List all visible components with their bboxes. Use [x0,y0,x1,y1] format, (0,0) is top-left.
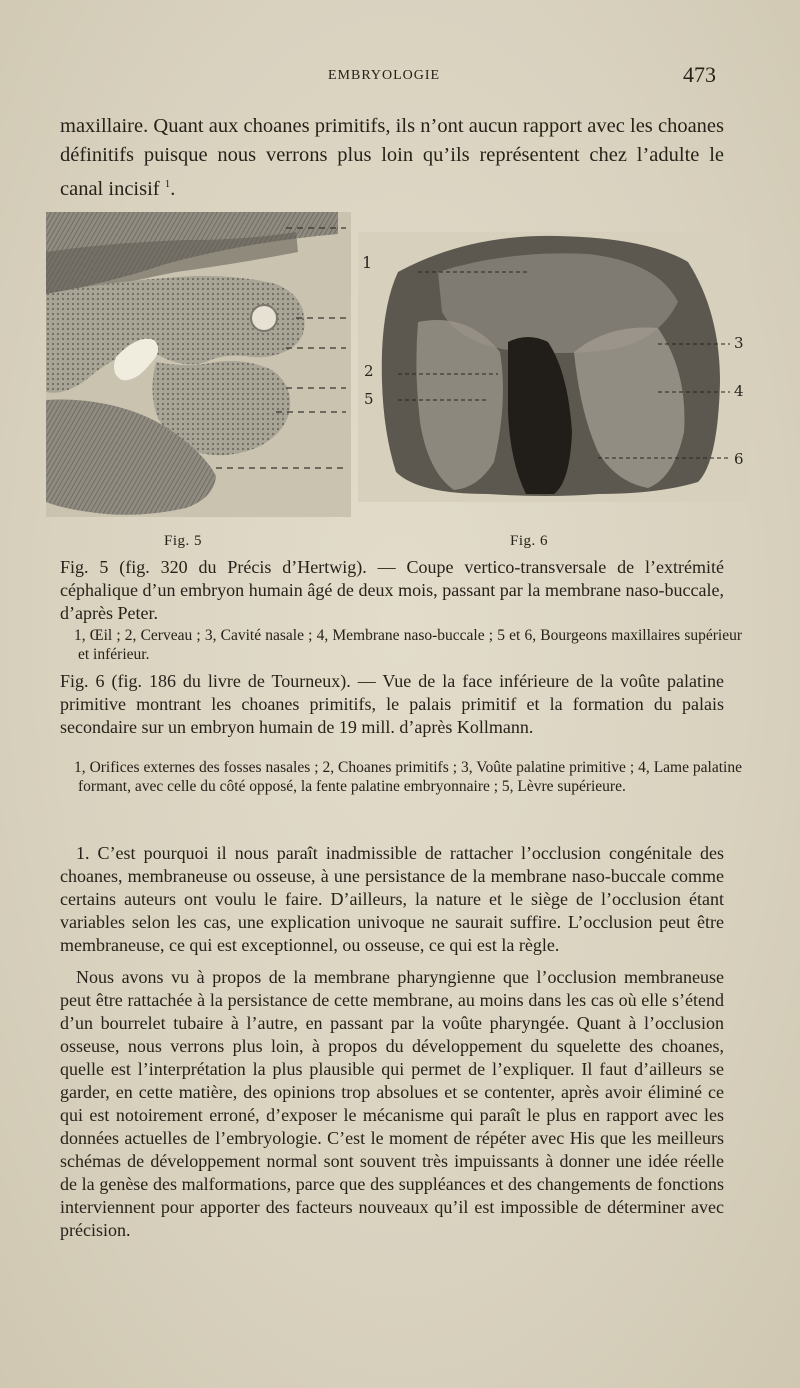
figure-6-illustration [358,232,750,502]
figure-5-illustration [46,212,351,517]
fig6-callout-1: 1 [362,253,373,272]
figure-5-legend: 1, Œil ; 2, Cerveau ; 3, Cavité nasale ; 4, Membrane naso-buccale ; 5 et 6, Bourgeons maxillaires supérieur et inférieur. [74,627,742,663]
figure-6-caption: Fig. 6 (fig. 186 du livre de Tourneux). — Vue de la face inférieure de la voûte palatine primitive montrant les choanes primitifs, le palais primitif et la formation du palais secondaire sur un embryon humain de 19 mill. d’après Kollmann. [60,671,724,737]
page-number: 473 [683,62,716,87]
fig6-callout-6: 6 [734,450,744,468]
running-head [0,62,800,90]
body-paragraph-text: maxillaire. Quant aux choanes primitifs, ils n’ont aucun rapport avec les choanes définitifs puisque nous verrons plus loin qu’ils représentent chez l’adulte le canal incisif [60,115,724,200]
figure-5-label: Fig. 5 [164,533,203,549]
footnote-paragraph-2: Nous avons vu à propos de la membrane pharyngienne que l’occlusion membraneuse peut être rattachée à la persistance de cette membrane, au moins dans les cas où elle s’étend d’un bourrelet tubaire à l’autre, en passant par la voûte pharyngée. Quant à l’occlusion osseuse, nous verrons plus loin, à propos du développement du squelette des choanes, quelle est l’interprétation la plus plausible qui permet de l’expliquer. Il faut d’ailleurs se garder, en cette matière, des opinions trop absolues et se contenter, après avoir éliminé ce qui est notoirement erroné, d’exposer le mécanisme qui paraît le plus en rapport avec les données actuelles de l’embryologie. C’est le moment de répéter avec His que les meilleurs schémas de développement normal sont souvent très impuissants à donner une idée réelle de la genèse des malformations, parce que des suppléances et des changements de fonctions interviennent pour apporter des facteurs nouveaux qu’il est impossible de déterminer avec précision. [60,967,724,1240]
body-paragraph-end: . [170,177,176,200]
fig6-callout-4: 4 [734,382,744,400]
body-paragraph [60,112,724,204]
footnote-paragraph-1: 1. C’est pourquoi il nous paraît inadmissible de rattacher l’occlusion congénitale des choanes, membraneuse ou osseuse, à une persistance de la membrane naso-buccale comme certains auteurs ont voulu le faire. D’ailleurs, la nature et le siège de l’occlusion étant variables selon les cas, une explication univoque ne saurait suffire. L’occlusion peut être membraneuse, ce qui est exceptionnel, ou osseuse, ce qui est la règle. [60,843,724,955]
fig6-callout-5: 5 [364,390,374,408]
figure-6-legend: 1, Orifices externes des fosses nasales ; 2, Choanes primitifs ; 3, Voûte palatine primitive ; 4, Lame palatine formant, avec celle du côté opposé, la fente palatine embryonnaire ; 5, Lèvre supérieure. [74,759,742,795]
fig6-callout-3: 3 [734,334,744,352]
footnote-marker: 1 [164,178,171,190]
running-head-title: EMBRYOLOGIE [328,68,441,83]
fig6-callout-2: 2 [364,362,374,380]
figure-6-label: Fig. 6 [510,533,549,549]
figure-5-caption: Fig. 5 (fig. 320 du Précis d’Hertwig). — Coupe vertico-transversale de l’extrémité céphalique d’un embryon humain âgé de deux mois, passant par la membrane naso-buccale, d’après Peter. [60,557,724,623]
